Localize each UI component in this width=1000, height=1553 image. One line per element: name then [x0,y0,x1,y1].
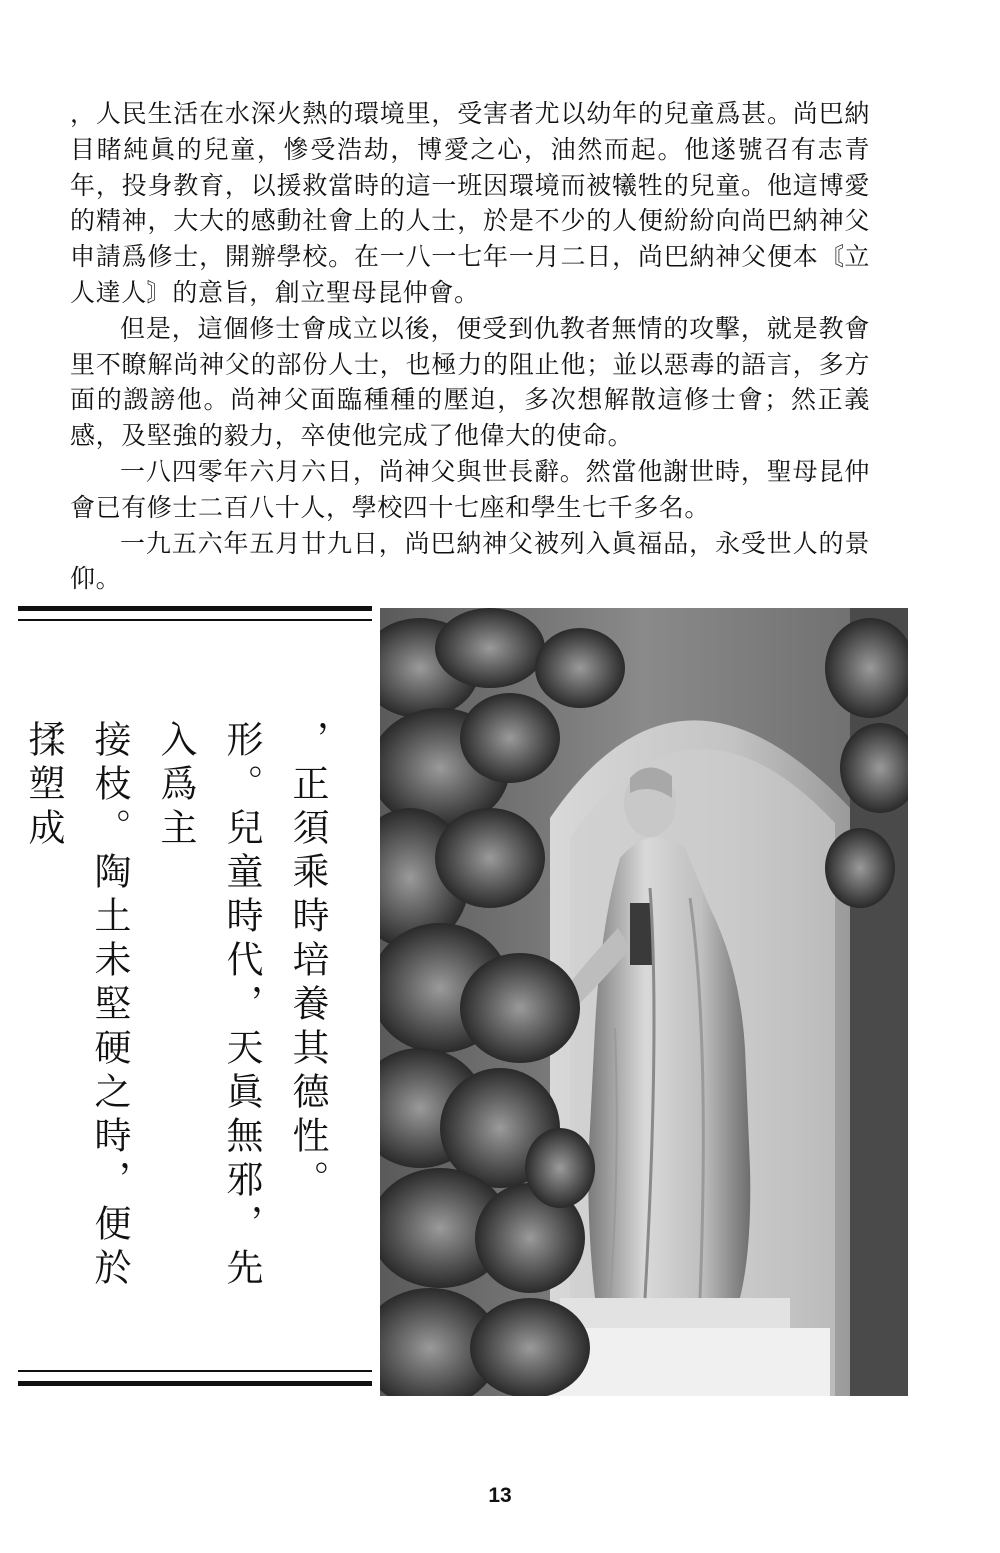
quote-line-3: 接枝。陶土未堅硬之時，便於揉塑成 [22,720,131,1292]
paragraph-4: 一九五六年五月廿九日，尚巴納神父被列入眞福品，永受世人的景仰。 [70,528,870,594]
quote-line-1: ，正須乘時培養其德性。 [286,720,329,1204]
bottom-rule-thick [18,1381,372,1386]
page-number: 13 [488,1484,512,1507]
paragraph-2: 但是，這個修士會成立以後，便受到仇教者無情的攻擊，就是教會里不瞭解尚神父的部份人士，也極力的阻止他；並以惡毒的語言，多方面的譭謗他。尚神父面臨種種的壓迫，多次想解散這修士會；然正義感，及堅強的毅力，卒使他完成了他偉大的使命。 [70,313,870,451]
body-text [70,96,870,597]
quote-line-4 [0,720,10,1320]
paragraph-1: ，人民生活在水深火熱的環境里，受害者尤以幼年的兒童爲甚。尚巴納目睹純眞的兒童，慘受浩劫，博愛之心，油然而起。他遂號召有志青年，投身教育，以援救當時的這一班因環境而被犧牲的兒童。他這博愛的精神，大大的感動社會上的人士，於是不少的人便紛紛向尚巴納神父申請爲修士，開辦學校。在一八一七年一月二日，尚巴納神父便本〘立人達人〙的意旨，創立聖母昆仲會。 [70,99,870,307]
top-rule-thick [18,606,372,611]
quote-line-2: 形。兒童時代，天眞無邪，先入爲主 [154,720,263,1292]
vertical-quote [22,720,340,1320]
statue-photo-illustration [380,608,908,1396]
bottom-rule-thin [18,1370,372,1372]
top-rule-thin [18,619,372,621]
paragraph-3: 一八四零年六月六日，尚神父與世長辭。然當他謝世時，聖母昆仲會已有修士二百八十人，學校四十七座和學生七千多名。 [70,456,870,522]
statue-photo [380,608,908,1396]
